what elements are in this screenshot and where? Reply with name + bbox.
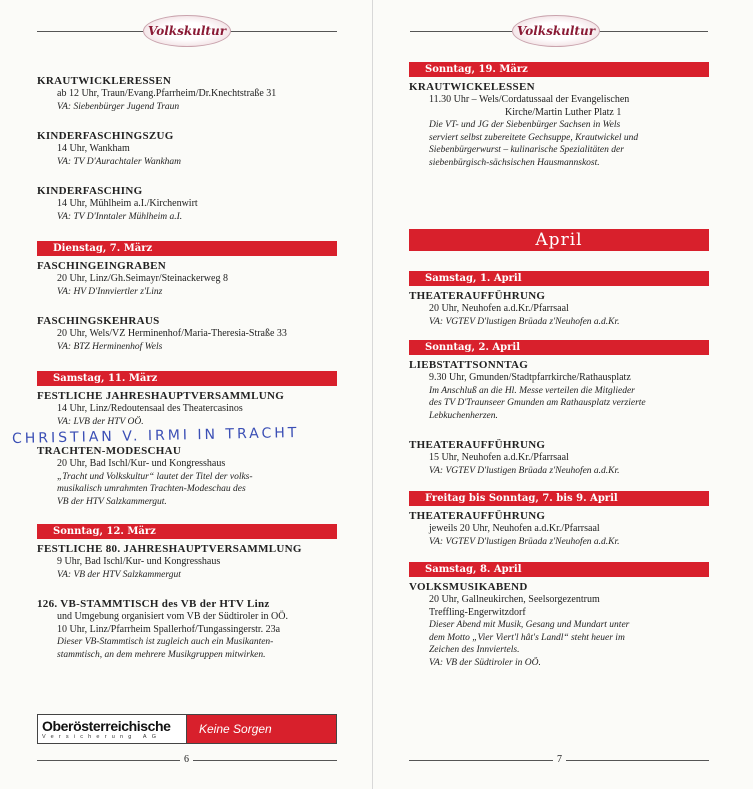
date-band-sonntag-2: Sonntag, 2. April — [409, 340, 709, 355]
date-band-sonntag-12: Sonntag, 12. März — [37, 524, 337, 539]
event-title: KINDERFASCHING — [37, 185, 143, 197]
volkskultur-logo: Volkskultur — [512, 15, 600, 47]
page-number: 7 — [553, 754, 566, 765]
date-band-samstag-8: Samstag, 8. April — [409, 562, 709, 577]
event-theater-1 — [409, 289, 709, 328]
event-krautwickelessen — [409, 80, 709, 169]
event-line: Kirche/Martin Luther Platz 1 — [505, 106, 622, 118]
event-description: Lebkuchenherzen. — [429, 410, 498, 421]
event-line: ab 12 Uhr, Traun/Evang.Pfarrheim/Dr.Knechtstraße 31 — [57, 88, 277, 99]
event-theater-2 — [409, 438, 709, 477]
event-title: THEATERAUFFÜHRUNG — [409, 510, 546, 522]
date-band-freitag-bis-sonntag: Freitag bis Sonntag, 7. bis 9. April — [409, 491, 709, 506]
event-title: KRAUTWICKLERESSEN — [37, 75, 172, 87]
event-organizer: VA: VGTEV D'lustigen Brüada z'Neuhofen a.d.Kr. — [429, 316, 620, 327]
header-rule — [229, 31, 337, 32]
event-theater-3 — [409, 509, 709, 548]
event-liebstattsonntag — [409, 358, 709, 422]
event-kinderfaschingszug — [37, 129, 337, 168]
event-description: Siebenbürgerwurst – kulinarische Spezialitäten der — [429, 145, 624, 155]
event-description: Die VT- und JG der Siebenbürger Sachsen in Wels — [429, 120, 621, 130]
right-content — [409, 62, 709, 669]
event-description: Zeichen des Innviertels. — [429, 645, 520, 655]
event-organizer: VA: VB der HTV Salzkammergut — [57, 569, 181, 580]
event-organizer: VA: TV D'Aurachtaler Wankham — [57, 156, 182, 167]
event-description: stammtisch, an dem mehrere Musikgruppen mitwirken. — [57, 649, 266, 660]
page-number: 6 — [180, 754, 193, 765]
event-title: TRACHTEN-MODESCHAU — [37, 445, 182, 457]
event-description: Dieser VB-Stammtisch ist zugleich auch ein Musikanten- — [57, 637, 274, 647]
header-rule — [410, 31, 512, 32]
event-organizer: VA: VGTEV D'lustigen Brüada z'Neuhofen a.d.Kr. — [429, 465, 620, 476]
event-faschingeingraben — [37, 259, 337, 298]
ad-subtitle: Versicherung AG — [42, 734, 162, 740]
event-line: 11.30 Uhr – Wels/Cordatussaal der Evangelischen — [429, 94, 630, 105]
handwritten-note: CHRISTIAN V. IRMI IN TRACHT — [11, 424, 300, 448]
header-rule — [37, 31, 143, 32]
insurance-advertisement — [37, 714, 337, 744]
event-organizer: VA: VB der Südtiroler in OÖ. — [429, 657, 541, 668]
event-line: 10 Uhr, Linz/Pfarrheim Spallerhof/Tungassingerstr. 23a — [57, 623, 281, 635]
event-festliche-80-jhv — [37, 542, 337, 581]
event-line: 9.30 Uhr, Gmunden/Stadtpfarrkirche/Rathausplatz — [429, 372, 631, 383]
event-line: und Umgebung organisiert vom VB der Südtiroler in OÖ. — [57, 611, 288, 622]
event-description: dem Motto „Vier Viert'l hât's Landl“ steht heuer im — [429, 632, 625, 643]
event-title: THEATERAUFFÜHRUNG — [409, 290, 546, 302]
month-band-april: April — [409, 229, 709, 251]
event-title: THEATERAUFFÜHRUNG — [409, 439, 546, 451]
event-organizer: VA: LVB der HTV OÖ. — [57, 416, 144, 427]
event-volksmusikabend — [409, 580, 709, 669]
left-page — [0, 0, 373, 789]
event-organizer: VA: Siebenbürger Jugend Traun — [57, 101, 180, 112]
event-line: 9 Uhr, Bad Ischl/Kur- und Kongresshaus — [57, 556, 221, 567]
event-description: Dieser Abend mit Musik, Gesang und Mundart unter — [429, 620, 630, 630]
event-title: FESTLICHE 80. JAHRESHAUPTVERSAMMLUNG — [37, 543, 302, 555]
event-line: 15 Uhr, Neuhofen a.d.Kr./Pfarrsaal — [429, 452, 569, 463]
event-line: 20 Uhr, Neuhofen a.d.Kr./Pfarrsaal — [429, 303, 569, 314]
event-description: siebenbürgisch-sächsischen Hausmannskost. — [429, 157, 600, 168]
event-line: 14 Uhr, Mühlheim a.I./Kirchenwirt — [57, 198, 198, 209]
event-trachten-modeschau — [37, 444, 337, 508]
ad-slogan: Keine Sorgen — [187, 715, 336, 743]
date-band-samstag-11: Samstag, 11. März — [37, 371, 337, 386]
event-organizer: VA: VGTEV D'lustigen Brüada z'Neuhofen a.d.Kr. — [429, 536, 620, 547]
event-faschingskehraus — [37, 314, 337, 353]
event-description: musikalisch umrahmten Trachten-Modeschau des — [57, 484, 246, 494]
event-title: KINDERFASCHINGSZUG — [37, 130, 174, 142]
event-title: LIEBSTATTSONNTAG — [409, 359, 529, 371]
event-kinderfasching — [37, 184, 337, 223]
event-line: jeweils 20 Uhr, Neuhofen a.d.Kr./Pfarrsaal — [429, 523, 600, 534]
left-content — [37, 74, 337, 661]
date-band-sonntag-19: Sonntag, 19. März — [409, 62, 709, 77]
event-line: 14 Uhr, Wankham — [57, 143, 130, 154]
event-line: 20 Uhr, Bad Ischl/Kur- und Kongresshaus — [57, 458, 226, 469]
event-line: 20 Uhr, Wels/VZ Herminenhof/Maria-Theresia-Straße 33 — [57, 328, 287, 339]
event-title: FESTLICHE JAHRESHAUPTVERSAMMLUNG — [37, 390, 285, 402]
event-description: serviert selbst zubereitete Gechsuppe, Krautwickel und — [429, 132, 639, 143]
event-title: 126. VB-STAMMTISCH des VB der HTV Linz — [37, 598, 270, 610]
event-vb-stammtisch — [37, 597, 337, 661]
event-organizer: VA: BTZ Herminenhof Wels — [57, 341, 163, 352]
event-description: VB der HTV Salzkammergut. — [57, 496, 167, 507]
event-organizer: VA: TV D'Inntaler Mühlheim a.I. — [57, 211, 183, 222]
date-band-dienstag: Dienstag, 7. März — [37, 241, 337, 256]
event-line: 20 Uhr, Gallneukirchen, Seelsorgezentrum — [429, 594, 600, 605]
event-title: VOLKSMUSIKABEND — [409, 581, 528, 593]
event-description: „Tracht und Volkskultur“ lautet der Titel der volks- — [57, 471, 253, 482]
header-rule — [598, 31, 708, 32]
event-title: KRAUTWICKELESSEN — [409, 81, 535, 93]
ad-brand-block — [38, 715, 187, 743]
event-krautwickleressen — [37, 74, 337, 113]
event-organizer: VA: HV D'Innviertler z'Linz — [57, 286, 163, 297]
right-page — [373, 0, 753, 789]
event-description: des TV D'Traunseer Gmunden am Rathausplatz verzierte — [429, 398, 646, 408]
event-festliche-jhv — [37, 389, 337, 428]
event-line: 20 Uhr, Linz/Gh.Seimayr/Steinackerweg 8 — [57, 273, 228, 284]
event-title: FASCHINGSKEHRAUS — [37, 315, 160, 327]
event-line: Treffling-Engerwitzdorf — [429, 606, 526, 618]
volkskultur-logo: Volkskultur — [143, 15, 231, 47]
event-description: Im Anschluß an die Hl. Messe verteilen die Mitglieder — [429, 385, 635, 396]
date-band-samstag-1: Samstag, 1. April — [409, 271, 709, 286]
ad-brand: Oberösterreichische — [42, 718, 171, 734]
event-title: FASCHINGEINGRABEN — [37, 260, 166, 272]
event-line: 14 Uhr, Linz/Redoutensaal des Theatercasinos — [57, 403, 243, 414]
